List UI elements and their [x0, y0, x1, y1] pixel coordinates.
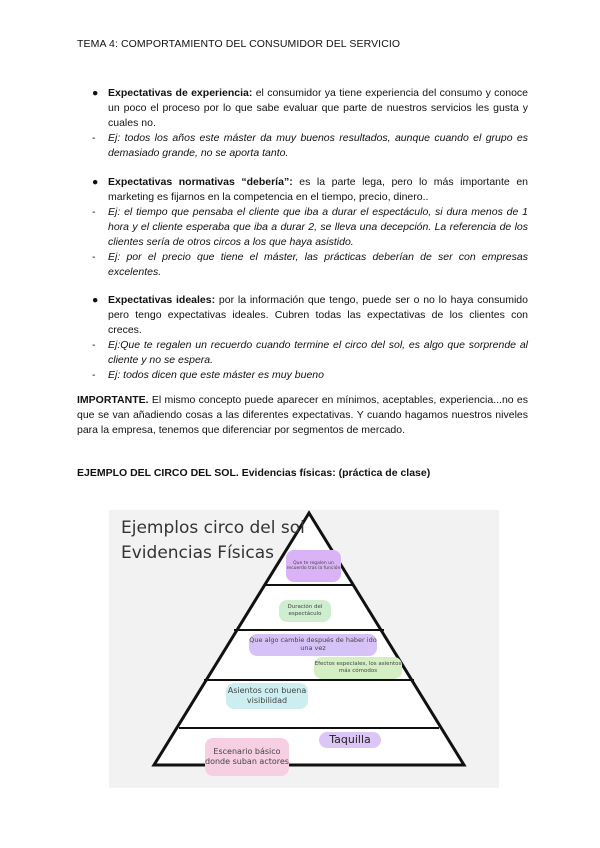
example-item — [92, 250, 528, 280]
example-item — [92, 338, 528, 368]
example-item — [92, 368, 528, 383]
note-sticker: Escenario básico donde suban actores — [205, 738, 289, 776]
bullet-item — [92, 86, 528, 131]
dash-marker: - — [92, 206, 96, 218]
section-normativas — [92, 175, 528, 280]
note-sticker: Efectos especiales, los asientos más cómodos — [314, 657, 402, 679]
example-text: Ej: todos los años este máster da muy buenos resultados, aunque cuando el grupo es demasiado grande, no se aporta tanto. — [108, 132, 528, 159]
example-text: Ej: el tiempo que pensaba el cliente que iba a durar el espectáculo, si dura menos de 1 hora y el cliente esperaba que iba a durar 2, se lleva una decepción. La referencia de los clientes sería de otros circos a los que haya asistido. — [108, 206, 528, 248]
example-item — [92, 205, 528, 250]
example-item — [92, 131, 528, 161]
bullet-item — [92, 293, 528, 338]
bullet-heading: Expectativas de experiencia: — [108, 87, 253, 99]
bullet-text: por la información que tengo, puede ser o no lo haya consumido pero tengo expectativas ideales. Cubren todas las expectativas de los clientes con creces. — [108, 294, 528, 336]
note-sticker: Que te regalen un recuerdo tras la función — [286, 550, 341, 582]
bullet-heading: Expectativas ideales: — [108, 294, 216, 306]
section-ideales — [92, 293, 528, 383]
important-label: IMPORTANTE. — [77, 394, 149, 406]
bullet-icon: ● — [92, 176, 99, 188]
dash-marker: - — [92, 339, 96, 351]
note-sticker: Taquilla — [319, 732, 381, 748]
example-text: Ej: todos dicen que este máster es muy bueno — [108, 369, 324, 381]
note-sticker: Que algo cambie después de haber ido una vez — [249, 634, 377, 656]
bullet-item — [92, 175, 528, 205]
dash-marker: - — [92, 369, 96, 381]
example-text: Ej: por el precio que tiene el máster, las prácticas deberían de ser con empresas excelentes. — [108, 251, 528, 278]
note-sticker: Duración del espectáculo — [279, 600, 331, 622]
important-text: El mismo concepto puede aparecer en mínimos, aceptables, experiencia...no es que se van añadiendo cosas a las diferentes expectativas. Y cuando hagamos nuestros niveles para la empresa, tenemos que diferenciar por segmentos de mercado. — [77, 394, 528, 436]
figure-title-line1: Ejemplos circo del sol — [121, 518, 305, 538]
figure-title-line2: Evidencias Físicas — [121, 543, 274, 563]
example-heading: EJEMPLO DEL CIRCO DEL SOL. Evidencias físicas: (práctica de clase) — [77, 467, 431, 479]
bullet-icon: ● — [92, 87, 99, 99]
bullet-heading: Expectativas normativas “debería”: — [108, 176, 293, 188]
example-text: Ej:Que te regalen un recuerdo cuando termine el circo del sol, es algo que sorprende al cliente y no se espera. — [108, 339, 528, 366]
note-sticker: Asientos con buena visibilidad — [226, 683, 308, 709]
document-title: TEMA 4: COMPORTAMIENTO DEL CONSUMIDOR DEL SERVICIO — [77, 38, 401, 50]
section-experiencia — [92, 86, 528, 161]
bullet-icon: ● — [92, 294, 99, 306]
important-paragraph — [77, 393, 528, 438]
bullet-text: el consumidor ya tiene experiencia del consumo y conoce un poco el proceso por lo que sabe evaluar que parte de nuestros servicios les gusta y cuales no. — [108, 87, 528, 129]
bullet-text: es la parte lega, pero lo más importante en marketing es fijarnos en la competencia en el tiempo, precio, dinero.. — [108, 176, 528, 203]
pyramid-figure — [109, 510, 499, 788]
dash-marker: - — [92, 132, 96, 144]
dash-marker: - — [92, 251, 96, 263]
